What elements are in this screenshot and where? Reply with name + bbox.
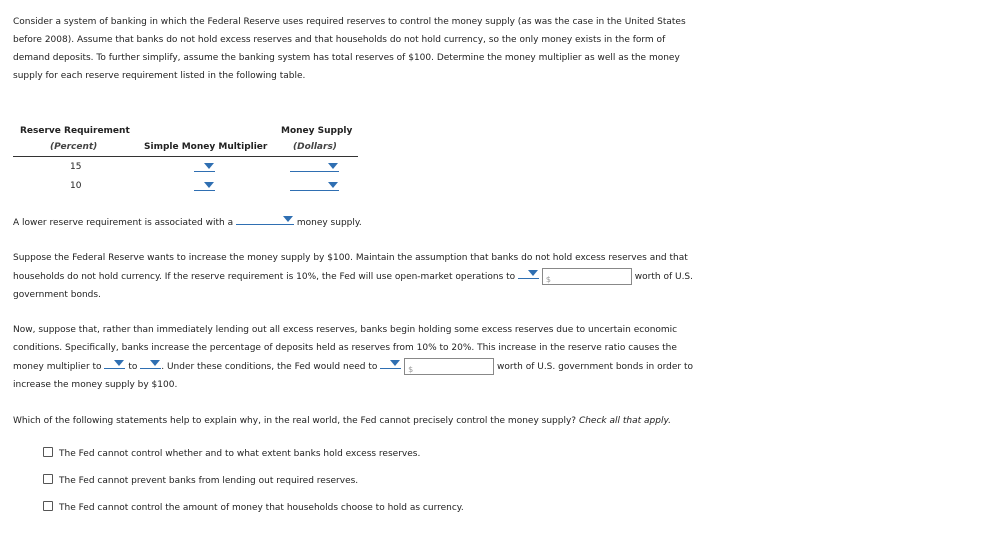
chevron-down-icon (283, 216, 293, 222)
fed-need-text: . Under these conditions, the Fed would need to (161, 362, 378, 372)
fed-action-dropdown[interactable] (380, 357, 401, 369)
chevron-down-icon (114, 360, 124, 366)
lower-reserve-sentence (13, 213, 703, 232)
multiplier-from-dropdown[interactable] (104, 357, 125, 369)
money-supply-subheader: (Dollars) (293, 142, 337, 152)
dollar-sign: $ (545, 275, 551, 284)
multiplier-dropdown-10[interactable] (194, 179, 215, 191)
chevron-down-icon (328, 163, 338, 169)
chevron-down-icon (150, 360, 160, 366)
to-text: to (128, 362, 138, 372)
multiplier-dropdown-15[interactable] (194, 160, 215, 172)
excess-reserves-paragraph (13, 321, 703, 394)
excess-reserves-text: Now, suppose that, rather than immediately lending out all excess reserves, banks begin holding some excess reserves due to uncertain economic conditions. Specifically, banks increase the percentage of deposits held as reserves from 10% to 20%. This increase in the reserve ratio causes the money multiplier to (13, 325, 678, 372)
option-label: The Fed cannot control whether and to what extent banks hold excess reserves. (59, 449, 421, 459)
option-label: The Fed cannot control the amount of money that households choose to hold as currency. (59, 503, 464, 513)
intro-paragraph: Consider a system of banking in which the Federal Reserve uses required reserves to control the money supply (as was the case in the United States before 2008). Assume that banks do not hold excess reserves and that households do not hold currency, so the only money exists in the form of demand deposits. To further simplify, assume the banking system has total reserves of $100. Determine the money multiplier as well as the money supply for each reserve requirement listed in the following table. (13, 17, 686, 81)
option-label: The Fed cannot prevent banks from lending out required reserves. (59, 476, 359, 486)
checkbox[interactable] (43, 501, 53, 511)
chevron-down-icon (204, 163, 214, 169)
reserve-requirement-subheader: (Percent) (50, 142, 98, 152)
chevron-down-icon (528, 270, 538, 276)
chevron-down-icon (204, 182, 214, 188)
multiplier-to-dropdown[interactable] (140, 357, 161, 369)
question-paragraph (13, 412, 703, 430)
option-required-reserves[interactable] (43, 474, 358, 486)
lower-reserve-text-after: money supply. (296, 218, 362, 228)
open-market-text-end: worth of U.S. government bonds. (13, 272, 693, 300)
money-supply-direction-dropdown[interactable] (236, 213, 294, 225)
reserve-value-15: 15 (70, 162, 82, 172)
money-supply-dropdown-10[interactable] (290, 179, 339, 191)
bonds-amount-input-2[interactable] (404, 358, 494, 375)
checkbox[interactable] (43, 447, 53, 457)
bonds-amount-input[interactable] (542, 268, 632, 285)
open-market-paragraph (13, 249, 703, 304)
checkbox[interactable] (43, 474, 53, 484)
reserve-requirement-header: Reserve Requirement (20, 126, 130, 136)
excess-reserves-text-end: worth of U.S. government bonds in order to increase the money supply by $100. (13, 362, 693, 390)
money-supply-dropdown-15[interactable] (290, 160, 339, 172)
option-currency-holdings[interactable] (43, 501, 464, 513)
dollar-sign: $ (408, 365, 414, 374)
chevron-down-icon (328, 182, 338, 188)
reserve-value-10: 10 (70, 181, 82, 191)
question-instruction: Check all that apply. (578, 416, 671, 426)
question-text: Which of the following statements help to explain why, in the real world, the Fed cannot precisely control the money supply? (13, 416, 577, 426)
money-multiplier-header: Simple Money Multiplier (144, 142, 268, 152)
money-supply-header: Money Supply (281, 126, 353, 136)
buy-sell-dropdown[interactable] (518, 267, 539, 279)
chevron-down-icon (390, 360, 400, 366)
open-market-text: Suppose the Federal Reserve wants to increase the money supply by $100. Maintain the assumption that banks do not hold excess reserves and that households do not hold currency. If the reserve requirement is 10%, the Fed will use open-market operations to (13, 253, 688, 282)
table-header-rule (13, 156, 358, 157)
lower-reserve-text-before: A lower reserve requirement is associated with a (13, 218, 234, 228)
option-excess-reserves[interactable] (43, 447, 420, 459)
